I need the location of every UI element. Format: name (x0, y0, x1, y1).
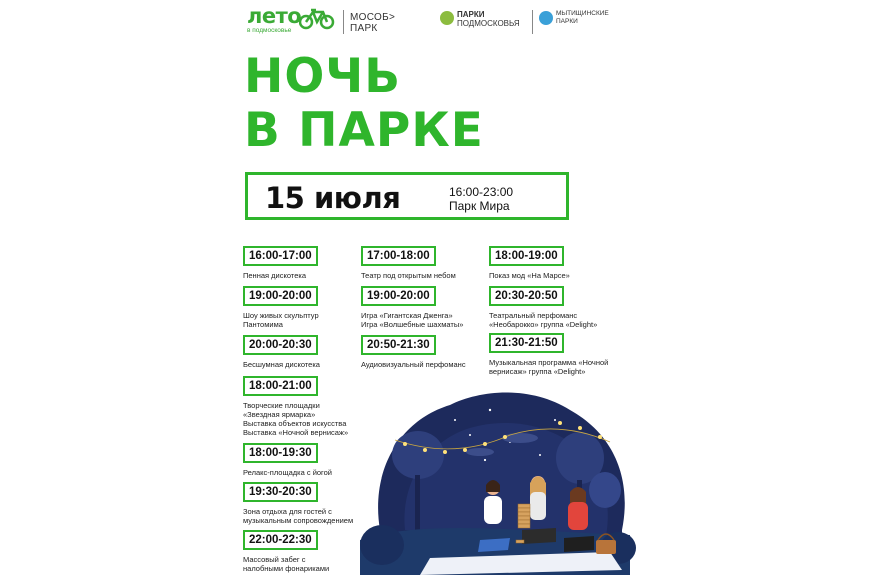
schedule-item (489, 333, 608, 376)
activity-description: Шоу живых скульптур Пантомима (243, 311, 319, 329)
time-slot: 18:00-19:00 (489, 246, 564, 266)
activity-description: Пенная дискотека (243, 271, 306, 280)
schedule-item (361, 286, 463, 329)
time-slot: 19:30-20:30 (243, 482, 318, 502)
activity-description: Бесшумная дискотека (243, 360, 320, 369)
activity-description: Релакс-площадка с йогой (243, 468, 332, 477)
title-line1: НОЧЬ (244, 49, 402, 104)
header-divider-2 (532, 10, 533, 34)
event-time: 16:00-23:00 (449, 185, 514, 199)
parki-line2: ПОДМОСКОВЬЯ (457, 19, 520, 28)
time-slot: 20:50-21:30 (361, 335, 436, 355)
activity-description: Массовый забег с налобными фонариками (243, 555, 330, 573)
event-place: Парк Мира (449, 199, 510, 213)
title-line2: В ПАРКЕ (244, 103, 484, 158)
mosobl-line2: ПАРК (350, 23, 378, 34)
schedule-item (243, 530, 329, 573)
activity-description: Игра «Гигантская Дженга» Игра «Волшебные шахматы» (361, 311, 464, 329)
schedule-item (243, 286, 319, 329)
time-slot: 20:30-20:50 (489, 286, 564, 306)
time-slot: 21:30-21:50 (489, 333, 564, 353)
time-slot: 19:00-20:00 (243, 286, 318, 306)
mosoblpark-logo (350, 12, 395, 34)
night-picnic-illustration (360, 380, 640, 575)
event-time-place (449, 185, 513, 213)
schedule-item (489, 286, 597, 329)
parki-line1: ПАРКИ (457, 10, 485, 19)
time-slot: 19:00-20:00 (361, 286, 436, 306)
schedule-item (243, 335, 320, 369)
leto-word: лето (247, 4, 302, 28)
event-date: 15 июля (265, 181, 401, 215)
time-slot: 18:00-19:30 (243, 443, 318, 463)
time-slot: 20:00-20:30 (243, 335, 318, 355)
time-slot: 17:00-18:00 (361, 246, 436, 266)
time-slot: 18:00-21:00 (243, 376, 318, 396)
mosobl-line1: МОСОБ> (350, 12, 396, 23)
time-slot: 16:00-17:00 (243, 246, 318, 266)
event-title (244, 50, 484, 158)
schedule-item (361, 335, 466, 369)
schedule-item (489, 246, 570, 280)
leto-subtitle: в подмосковье (247, 27, 292, 34)
activity-description: Театральный перфоманс «Необарокко» группа «Delight» (489, 311, 598, 329)
mytishchi-line2: ПАРКИ (556, 18, 578, 25)
activity-description: Театр под открытым небом (361, 271, 456, 280)
mytishchi-line1: МЫТИЩИНСКИЕ (556, 10, 609, 17)
schedule-item (361, 246, 456, 280)
leaf-icon (440, 11, 454, 25)
globe-icon (539, 11, 553, 25)
schedule-item (243, 376, 348, 437)
activity-description: Зона отдыха для гостей с музыкальным сопровождением (243, 507, 354, 525)
leto-logo (247, 6, 301, 34)
header-divider (343, 10, 344, 34)
date-box (245, 172, 569, 220)
activity-description: Аудиовизуальный перфоманс (361, 360, 466, 369)
activity-description: Показ мод «На Марсе» (489, 271, 570, 280)
schedule-item (243, 482, 353, 525)
time-slot: 22:00-22:30 (243, 530, 318, 550)
activity-description: Творческие площадки «Звездная ярмарка» Выставка объектов искусства Выставка «Ночной вернисаж» (243, 401, 349, 437)
schedule-item (243, 246, 318, 280)
bicycle-icon (299, 8, 335, 30)
activity-description: Музыкальная программа «Ночной вернисаж» группа «Delight» (489, 358, 609, 376)
schedule-item (243, 443, 332, 477)
